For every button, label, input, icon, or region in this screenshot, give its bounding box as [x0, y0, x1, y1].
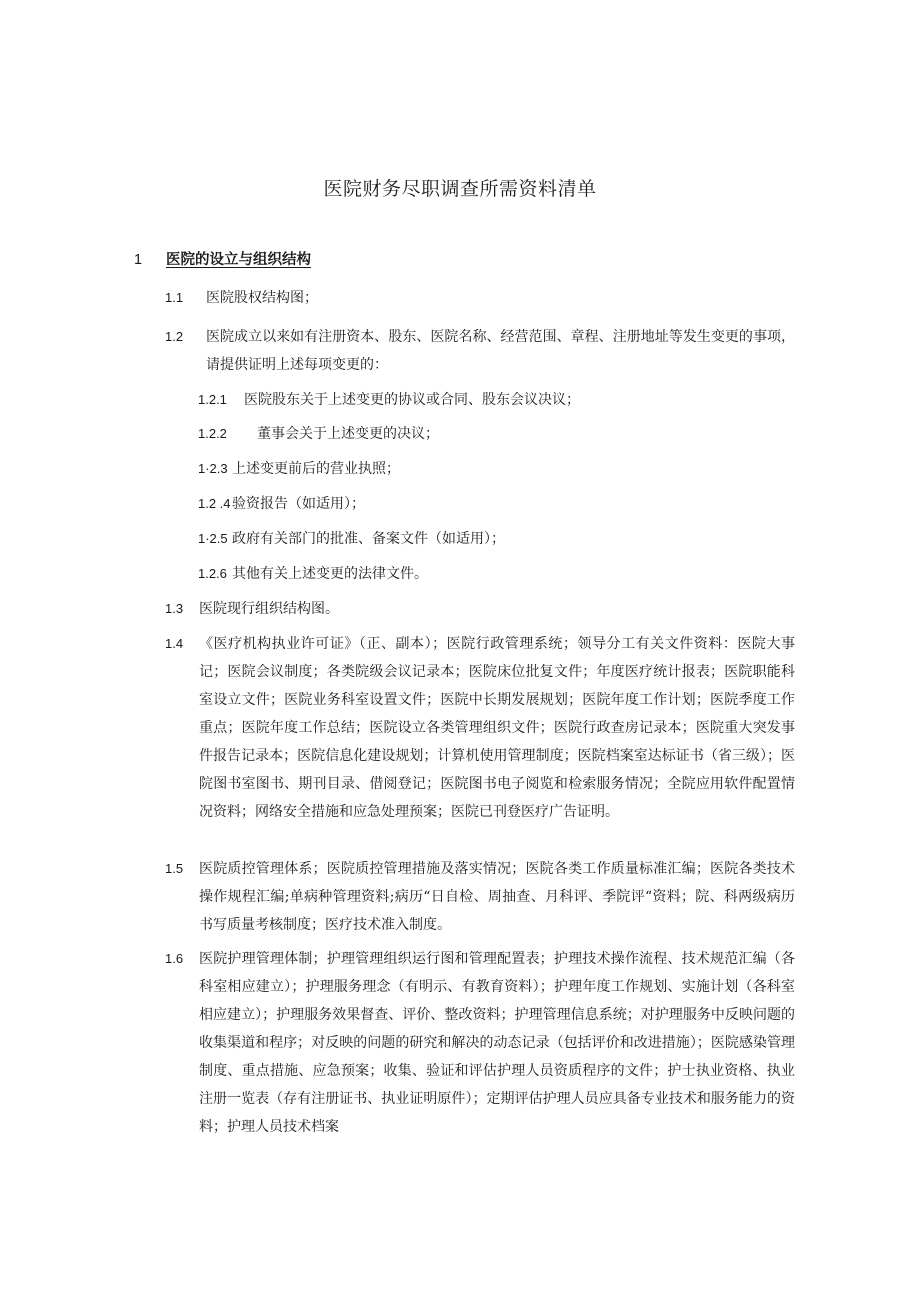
list-item: [198, 560, 798, 588]
item-text: 政府有关部门的批准、备案文件（如适用）；: [232, 531, 505, 547]
item-number: 1.2.2: [198, 426, 227, 441]
item-number: 1·2.3: [198, 461, 228, 476]
item-number: 1·2.5: [198, 531, 228, 546]
item-text: 董事会关于上述变更的决议；: [257, 426, 439, 442]
item-number: 1.2.1: [198, 392, 227, 407]
list-item: [165, 945, 795, 1141]
item-text: 医院成立以来如有注册资本、股东、医院名称、经营范围、章程、注册地址等发生变更的事项，请提供证明上述每项变更的：: [206, 329, 795, 373]
item-number: 1.6: [165, 951, 184, 966]
list-item: [198, 525, 798, 553]
item-text: 医院质控管理体系；医院质控管理措施及落实情况；医院各类工作质量标准汇编；医院各类技术操作规程汇编;单病种管理资料;病历“日自检、周抽查、月科评、季院评“资料；院、科两级病历书写质量考核制度；医疗技术准入制度。: [199, 861, 795, 933]
item-text: 医院股权结构图；: [206, 290, 318, 306]
item-number: 1.2.6: [198, 566, 227, 581]
section-heading: [134, 248, 311, 269]
item-text: 验资报告（如适用）；: [232, 496, 365, 512]
item-number: 1.5: [165, 861, 184, 876]
list-item: [198, 455, 798, 483]
item-number: 1.1: [165, 290, 184, 305]
item-number: 1.2 .4: [198, 496, 231, 511]
item-text: 其他有关上述变更的法律文件。: [232, 566, 428, 582]
section-number: 1: [134, 252, 143, 268]
list-item: [165, 284, 795, 312]
document-title: 医院财务尽职调查所需资料清单: [323, 178, 597, 200]
item-text: 医院现行组织结构图。: [199, 601, 339, 617]
item-text: 《医疗机构执业许可证》（正、副本）；医院行政管理系统；领导分工有关文件资料：医院大事记；医院会议制度；各类院级会议记录本；医院床位批复文件；年度医疗统计报表；医院职能科室设立文件；医院业务科室设置文件；医院中长期发展规划；医院年度工作计划；医院季度工作重点；医院年度工作总结；医院设立各类管理组织文件；医院行政查房记录本；医院重大突发事件报告记录本；医院信息化建设规划；计算机使用管理制度；医院档案室达标证书（省三级）；医院图书室图书、期刊目录、借阅登记；医院图书电子阅览和检索服务情况；全院应用软件配置情况资料；网络安全措施和应急处理预案；医院已刊登医疗广告证明。: [199, 636, 795, 820]
list-item: [165, 855, 795, 939]
item-number: 1.3: [165, 601, 184, 616]
item-text: 上述变更前后的营业执照；: [232, 461, 400, 477]
item-number: 1.2: [165, 329, 184, 344]
list-item: [198, 490, 798, 518]
list-item: [198, 386, 798, 414]
item-number: 1.4: [165, 636, 184, 651]
list-item: [165, 595, 795, 623]
section-label: 医院的设立与组织结构: [166, 251, 311, 268]
item-text: 医院护理管理体制；护理管理组织运行图和管理配置表；护理技术操作流程、技术规范汇编（各科室相应建立）；护理服务理念（有明示、有教育资料）；护理年度工作规划、实施计划（各科室相应建立）；护理服务效果督查、评价、整改资料；护理管理信息系统；对护理服务中反映问题的收集渠道和程序；对反映的问题的研究和解决的动态记录（包括评价和改进措施）；医院感染管理制度、重点措施、应急预案；收集、验证和评估护理人员资质程序的文件；护士执业资格、执业注册一览表（存有注册证书、执业证明原件）；定期评估护理人员应具备专业技术和服务能力的资料；护理人员技术档案: [199, 951, 795, 1135]
list-item: [165, 630, 795, 826]
item-text: 医院股东关于上述变更的协议或合同、股东会议决议；: [244, 392, 580, 408]
list-item: [198, 420, 798, 448]
list-item: [165, 323, 795, 379]
